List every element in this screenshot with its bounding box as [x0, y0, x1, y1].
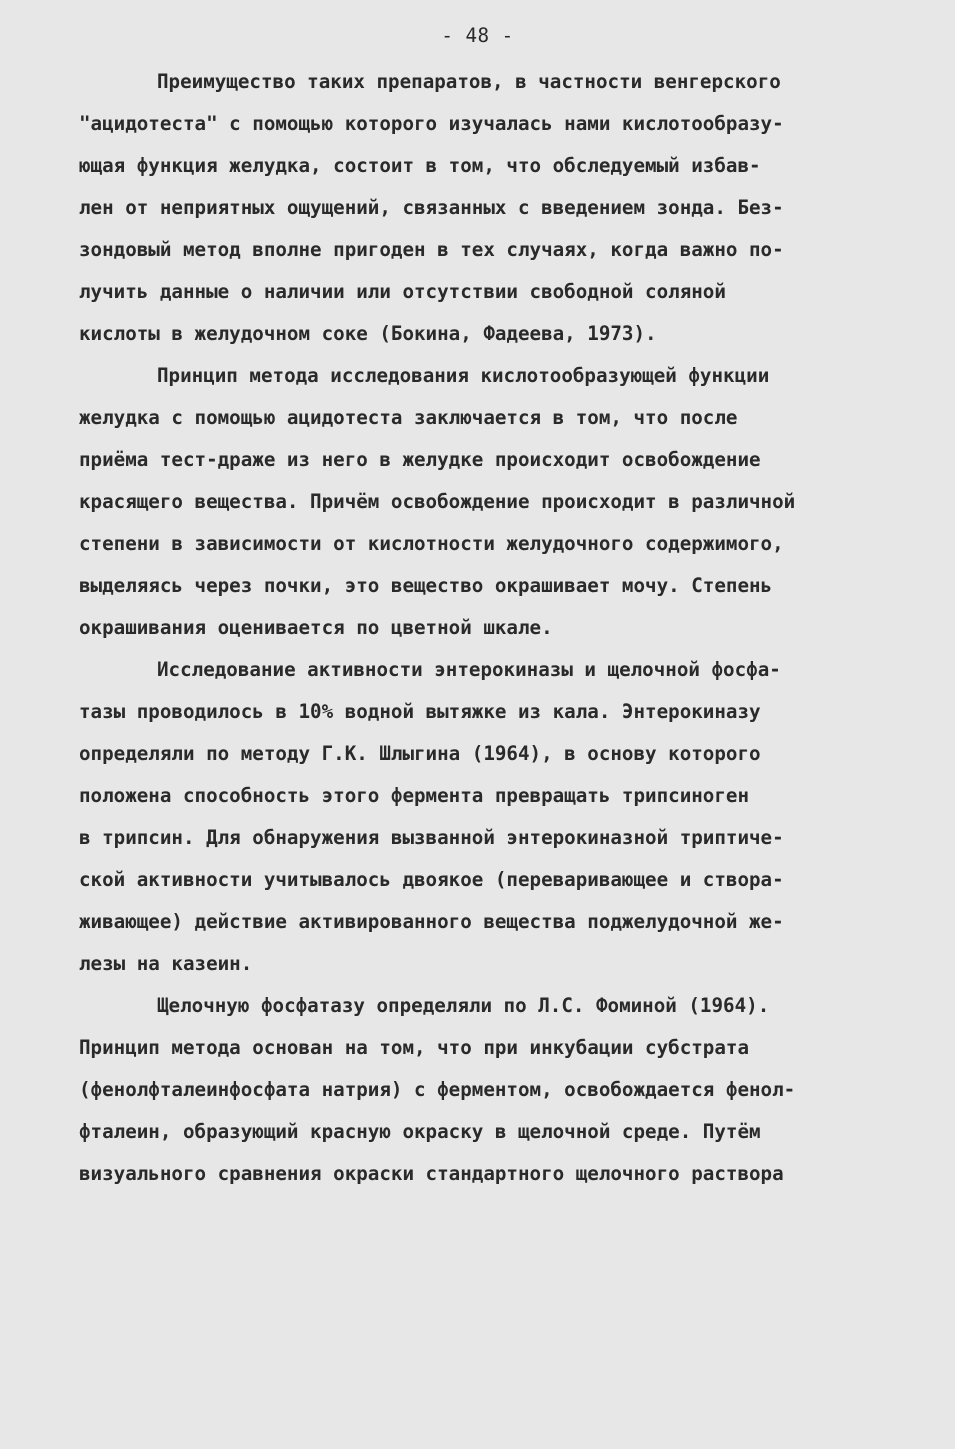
text-line: Преимущество таких препаратов, в частности венгерского — [157, 70, 781, 93]
paragraph-3 — [79, 649, 879, 985]
text-line: Щелочную фосфатазу определяли по Л.С. Фоминой (1964). — [157, 994, 770, 1017]
text-line: зондовый метод вполне пригоден в тех случаях, когда важно по- — [79, 238, 784, 261]
text-line: выделяясь через почки, это вещество окрашивает мочу. Степень — [79, 574, 773, 597]
text-line: красящего вещества. Причём освобождение происходит в различной — [79, 490, 796, 513]
text-line: определяли по методу Г.К. Шлыгина (1964), в основу которого — [79, 742, 761, 765]
text-line: тазы проводилось в 10% водной вытяжке из кала. Энтерокиназу — [79, 700, 761, 723]
text-line: положена способность этого фермента превращать трипсиноген — [79, 784, 750, 807]
text-line: кислоты в желудочном соке (Бокина, Фадеева, 1973). — [79, 322, 657, 345]
text-line: лучить данные о наличии или отсутствии свободной соляной — [79, 280, 726, 303]
text-line: ской активности учитывалось двоякое (переваривающее и створа- — [79, 868, 784, 891]
text-line: визуального сравнения окраски стандартного щелочного раствора — [79, 1162, 784, 1185]
text-line: в трипсин. Для обнаружения вызванной энтерокиназной триптиче- — [79, 826, 784, 849]
text-line: приёма тест-драже из него в желудке происходит освобождение — [79, 448, 761, 471]
text-line: лен от неприятных ощущений, связанных с введением зонда. Без- — [79, 196, 784, 219]
paragraph-2 — [79, 355, 879, 649]
text-line: желудка с помощью ацидотеста заключается в том, что после — [79, 406, 738, 429]
text-line: лезы на казеин. — [79, 952, 253, 975]
text-line: окрашивания оценивается по цветной шкале. — [79, 616, 553, 639]
text-line: живающее) действие активированного вещества поджелудочной же- — [79, 910, 784, 933]
paragraph-1 — [79, 61, 879, 355]
text-line: (фенолфталеинфосфата натрия) с ферментом, освобождается фенол- — [79, 1078, 796, 1101]
text-line: Принцип метода исследования кислотообразующей функции — [157, 364, 770, 387]
text-line: Исследование активности энтерокиназы и щелочной фосфа- — [157, 658, 781, 681]
text-line: Принцип метода основан на том, что при инкубации субстрата — [79, 1036, 750, 1059]
document-body — [79, 61, 879, 1195]
text-line: фталеин, образующий красную окраску в щелочной среде. Путём — [79, 1120, 761, 1143]
text-line: "ацидотеста" с помощью которого изучалась нами кислотообразу- — [79, 112, 784, 135]
text-line: ющая функция желудка, состоит в том, что обследуемый избав- — [79, 154, 761, 177]
text-line: степени в зависимости от кислотности желудочного содержимого, — [79, 532, 784, 555]
page-number: - 48 - — [441, 24, 514, 47]
paragraph-4 — [79, 985, 879, 1195]
